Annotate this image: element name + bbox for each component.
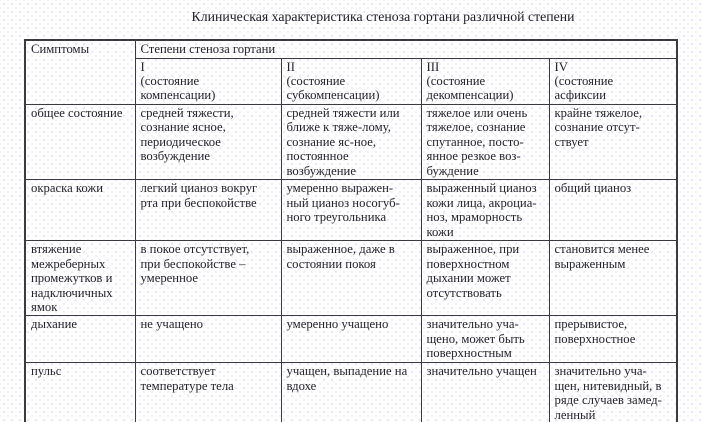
degree-header-3: III (состояние декомпенсации) (421, 58, 549, 104)
data-cell: крайне тяжелое, сознание отсут- ствует (549, 104, 677, 179)
data-cell: выраженный цианоз кожи лица, акроциа- ноз, мраморность кожи (421, 180, 549, 241)
symptom-cell: дыхание (25, 316, 135, 363)
data-cell: средней тяжести, сознание ясное, периодическое возбуждение (135, 104, 281, 179)
document-title: Клиническая характеристика стеноза гортани различной степени (191, 9, 575, 24)
stenosis-characteristics-table (24, 39, 678, 422)
data-cell: не учащено (135, 316, 281, 363)
data-cell: значительно учащен (421, 363, 549, 422)
data-cell: становится менее выраженным (549, 241, 677, 316)
group-header-degrees: Степени стеноза гортани (135, 40, 677, 58)
data-cell: выраженное, при поверхностном дыхании может отсутствовать (421, 241, 549, 316)
data-cell: умеренно учащено (281, 316, 421, 363)
table-row-pulse (25, 363, 677, 422)
data-cell: выраженное, даже в состоянии покоя (281, 241, 421, 316)
data-cell: соответствует температуре тела (135, 363, 281, 422)
symptom-cell: втяжение межреберных промежутков и надключичных ямок (25, 241, 135, 316)
degree-header-4: IV (состояние асфиксии (549, 58, 677, 104)
data-cell: тяжелое или очень тяжелое, сознание спутанное, посто- янное резкое воз- буждение (421, 104, 549, 179)
data-cell: учащен, выпадение на вдохе (281, 363, 421, 422)
degree-header-1: I (состояние компенсации) (135, 58, 281, 104)
corner-header-symptoms: Симптомы (25, 40, 135, 104)
data-cell: легкий цианоз вокруг рта при беспокойстве (135, 180, 281, 241)
symptom-cell: пульс (25, 363, 135, 422)
data-cell: в покое отсутствует, при беспокойстве – умеренное (135, 241, 281, 316)
data-cell: значительно уча- щено, может быть поверхностным (421, 316, 549, 363)
table-row-general-condition (25, 104, 677, 179)
data-cell: прерывистое, поверхностное (549, 316, 677, 363)
data-cell: умеренно выражен- ный цианоз носогуб- ного треугольника (281, 180, 421, 241)
symptom-cell: общее состояние (25, 104, 135, 179)
header-row-group (25, 40, 677, 58)
table-row-retraction (25, 241, 677, 316)
table-row-breathing (25, 316, 677, 363)
data-cell: значительно уча- щен, нитевидный, в ряде случаев замед- ленный (549, 363, 677, 422)
table-row-skin-color (25, 180, 677, 241)
data-cell: средней тяжести или ближе к тяже-лому, сознание яс-ное, постоянное возбуждение (281, 104, 421, 179)
symptom-cell: окраска кожи (25, 180, 135, 241)
data-cell: общий цианоз (549, 180, 677, 241)
degree-header-2: II (состояние субкомпенсации) (281, 58, 421, 104)
